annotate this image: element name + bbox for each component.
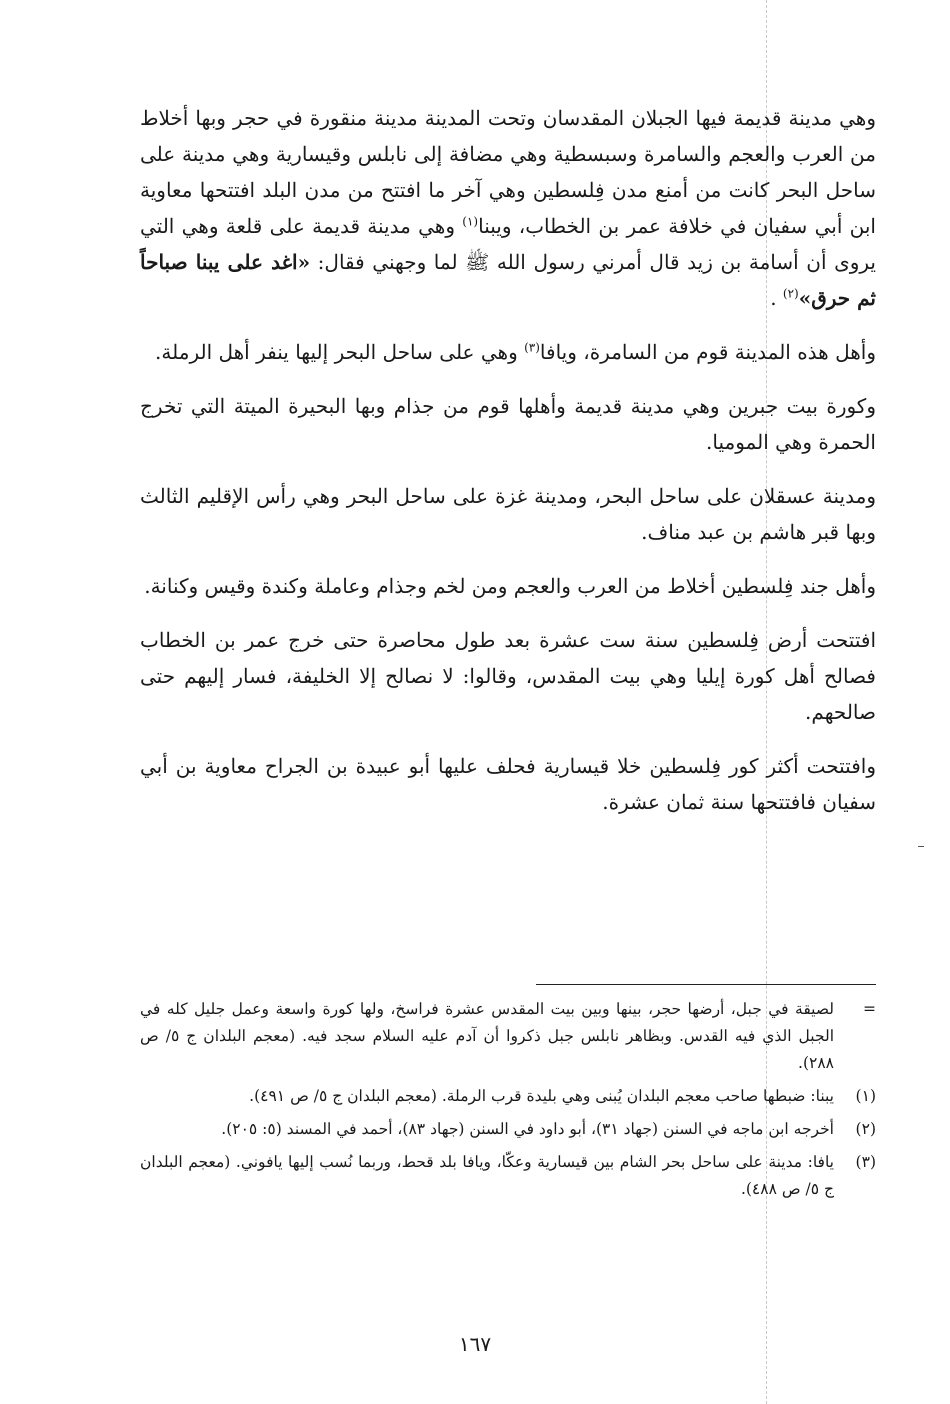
footnote-text: لصيقة في جبل، أرضها حجر، بينها وبين بيت المقدس عشرة فراسخ، ولها كورة واسعة وعمل جليل كله في الجبل الذي فيه القدس. وبظاهر نابلس جبل ذكروا أن آدم عليه السلام سجد فيه. (معجم البلدان ج ٥/ ص ٢٨٨).: [140, 1000, 834, 1072]
footnote-2: [140, 1116, 876, 1143]
paragraph-3: وكورة بيت جبرين وهي مدينة قديمة وأهلها قوم من جذام وبها البحيرة الميتة التي تخرج الحمرة وهي الموميا.: [140, 394, 876, 454]
main-text: [140, 100, 876, 838]
footnote-ref-1[interactable]: (١): [462, 214, 479, 229]
paragraph-7: وافتتحت أكثر كور فِلسطين خلا قيسارية فحلف عليها أبو عبيدة بن الجراح معاوية بن أبي سفيان فافتتحها سنة ثمان عشرة.: [140, 754, 876, 814]
paragraph-2: [140, 334, 876, 370]
footnotes: [140, 996, 876, 1209]
paragraph-1-end: .: [770, 286, 783, 310]
footnote-ref-3[interactable]: (٣): [524, 340, 540, 355]
margin-mark: [918, 846, 924, 847]
footnote-label: =: [863, 1000, 876, 1018]
paragraph-4: ومدينة عسقلان على ساحل البحر، ومدينة غزة على ساحل البحر وهي رأس الإقليم الثالث وبها قبر هاشم بن عبد مناف.: [140, 484, 876, 544]
footnote-label: (٢): [855, 1120, 876, 1138]
paragraph-1-text-mid: وهي مدينة قديمة على قلعة وهي التي يروى أن أسامة بن زيد قال أمرني رسول الله ﷺ لما وجهني فقال:: [140, 214, 876, 274]
footnote-continued: [140, 996, 876, 1077]
hadith-quote: «اغد على يبنا صباحاً ثم حرق»: [140, 250, 876, 310]
footnote-ref-2[interactable]: (٢): [782, 286, 799, 301]
footnote-separator: [536, 984, 876, 985]
footnote-text: يافا: مدينة على ساحل بحر الشام بين قيسارية وعكّا، ويافا بلد قحط، وربما نُسب إليها يافوني. (معجم البلدان ج ٥/ ص ٤٨٨).: [140, 1153, 834, 1198]
paragraph-5: وأهل جند فِلسطين أخلاط من العرب والعجم ومن لخم وجذام وعاملة وكندة وقيس وكنانة.: [144, 574, 876, 598]
footnote-3: [140, 1149, 876, 1203]
footnote-text: يبنا: ضبطها صاحب معجم البلدان يُبنى وهي بليدة قرب الرملة. (معجم البلدان ج ٥/ ص ٤٩١).: [249, 1087, 834, 1105]
footnote-1: [140, 1083, 876, 1110]
paragraph-1: [140, 100, 876, 316]
paragraph-6: افتتحت أرض فِلسطين سنة ست عشرة بعد طول محاصرة حتى خرج عمر بن الخطاب فصالح أهل كورة إيليا وهي بيت المقدس، وقالوا: لا نصالح إلا الخليفة، فسار إليهم حتى صالحهم.: [140, 628, 876, 724]
paragraph-2-end: وهي على ساحل البحر إليها ينفر أهل الرملة.: [155, 340, 525, 364]
footnote-text: أخرجه ابن ماجه في السنن (جهاد ٣١)، أبو داود في السنن (جهاد ٨٣)، أحمد في المسند (٥: ٢٠٥).: [221, 1120, 834, 1138]
page-number: ١٦٧: [458, 1332, 492, 1356]
paragraph-1-text: وهي مدينة قديمة فيها الجبلان المقدسان وتحت المدينة مدينة منقورة في حجر وبها أخلاط من العرب والعجم والسامرة وسبسطية وهي مضافة إلى نابلس وقيسارية وهي مدينة على ساحل البحر كانت من أمنع مدن فِلسطين وهي آخر ما افتتح من مدن البلد افتتحها معاوية ابن أبي سفيان في خلافة عمر بن الخطاب، ويبنا: [140, 106, 876, 238]
footnote-label: (١): [855, 1087, 876, 1105]
paragraph-2-text: وأهل هذه المدينة قوم من السامرة، ويافا: [539, 340, 876, 364]
footnote-label: (٣): [855, 1153, 876, 1171]
